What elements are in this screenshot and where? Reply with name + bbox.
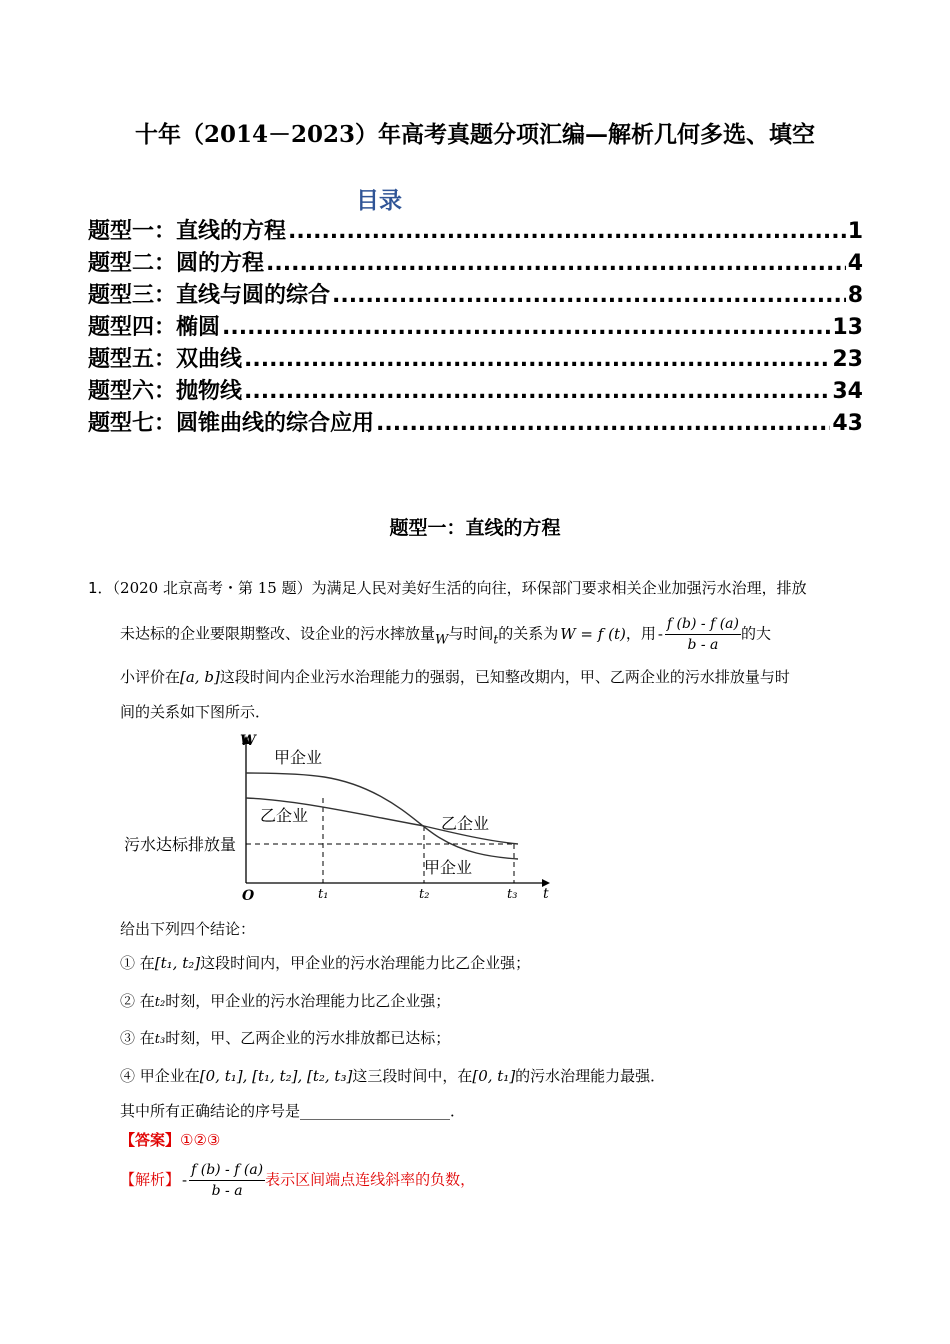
toc-item[interactable]: 题型六：抛物线 ..... 34 <box>88 374 863 406</box>
conclusion-3: ③ 在t₃时刻，甲、乙两企业的污水排放都已达标； <box>120 1029 451 1047</box>
rate-fraction: $\frac{f (b) - f (a)}{b - a}$ <box>666 616 739 653</box>
question-line-3: 小评价在[a, b]这段时间内企业污水治理能力的强弱，已知整改期内，甲、乙两企业的污水排放量与时 <box>120 668 790 686</box>
conclusion-1: ① 在[t₁, t₂]这段时间内，甲企业的污水治理能力比乙企业强； <box>120 954 531 972</box>
question-line-4: 间的关系如下图所示． <box>120 703 271 721</box>
analysis-label: 【解析】 <box>120 1170 181 1189</box>
answer-label: 【答案】 <box>120 1131 181 1149</box>
x-axis-label: t <box>543 886 549 902</box>
question-line-1: 1．（2020 北京高考・第 15 题）为满足人民对美好生活的向往，环保部门要求相关企业加强污水治理，排放 <box>88 579 807 597</box>
table-of-contents <box>88 214 863 438</box>
conclusion-4: ④ 甲企业在[0, t₁], [t₁, t₂], [t₂, t₃]这三段时间中，在[0, t₁]的污水治理能力最强． <box>120 1067 666 1085</box>
toc-item[interactable]: 题型一：直线的方程 ..... 1 <box>88 214 863 246</box>
toc-heading: 目录 <box>356 187 402 214</box>
toc-item[interactable]: 题型七：圆锥曲线的综合应用 ..... 43 <box>88 406 863 438</box>
conclusion-2: ② 在t₂时刻，甲企业的污水治理能力比乙企业强； <box>120 992 451 1010</box>
section-title: 题型一：直线的方程 <box>389 517 561 539</box>
analysis-fraction: $\frac{f (b) - f (a)}{b - a}$ <box>191 1162 264 1199</box>
label-yi-left: 乙企业 <box>260 806 309 825</box>
label-jia-bottom: 甲企业 <box>424 858 473 877</box>
label-jia-top: 甲企业 <box>274 748 323 767</box>
answer-value: ①②③ <box>180 1131 221 1149</box>
question-ask: 其中所有正确结论的序号是____________________． <box>120 1102 466 1120</box>
analysis-text: 表示区间端点连线斜率的负数， <box>265 1170 476 1189</box>
document-title: 十年（2014－2023）年高考真题分项汇编—解析几何多选、填空 <box>134 121 816 148</box>
origin-label: O <box>242 888 255 904</box>
tick-t2: t₂ <box>419 887 430 902</box>
tick-t3: t₃ <box>507 887 518 902</box>
toc-item[interactable]: 题型四：椭圆 ..... 13 <box>88 310 863 342</box>
question-source: （2020 北京高考・第 15 题） <box>112 579 312 597</box>
answer <box>120 1130 220 1150</box>
toc-item[interactable]: 题型二：圆的方程 ..... 4 <box>88 246 863 278</box>
conclusions-intro: 给出下列四个结论： <box>120 920 256 938</box>
question-line-2: 未达标的企业要限期整改、设企业的污水摔放量W与时间$_t$的关系为 W = f (t)，用 - $\frac{f (b) - f (a)}{b - a}$ 的大 <box>120 616 771 653</box>
tick-t1: t₁ <box>318 887 329 902</box>
question-number: 1． <box>88 579 113 597</box>
toc-item[interactable]: 题型三：直线与圆的综合 ..... 8 <box>88 278 863 310</box>
analysis: 【解析】 - $\frac{f (b) - f (a)}{b - a}$ 表示区间端点连线斜率的负数， <box>120 1162 476 1199</box>
standard-line-label: 污水达标排放量 <box>124 835 237 854</box>
emission-graph <box>118 728 558 904</box>
label-yi-right: 乙企业 <box>441 814 490 833</box>
y-axis-label: W <box>240 733 256 749</box>
toc-item[interactable]: 题型五：双曲线 ..... 23 <box>88 342 863 374</box>
